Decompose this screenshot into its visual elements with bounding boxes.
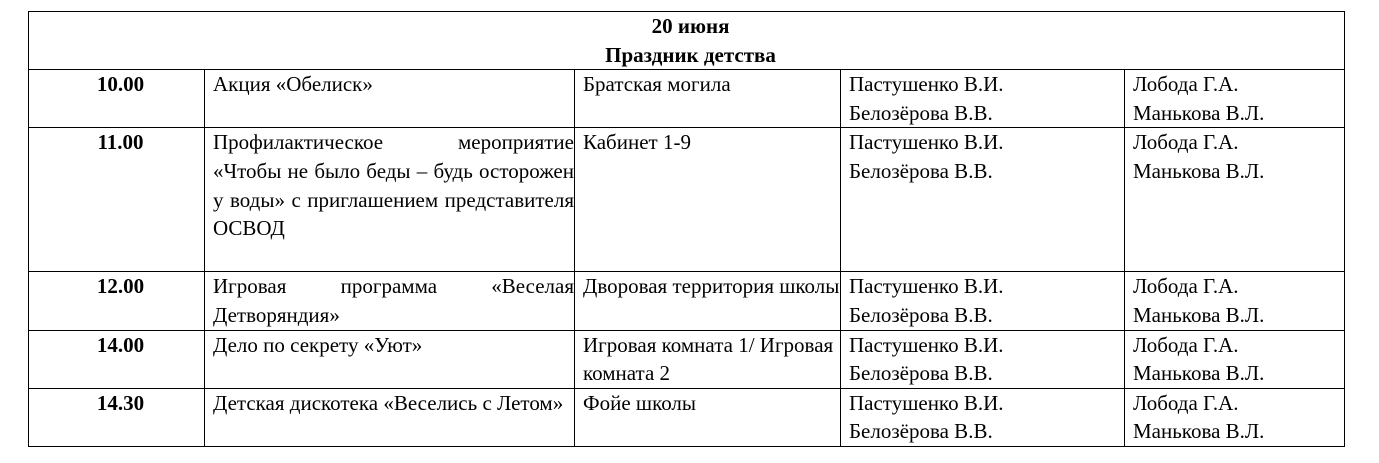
- table-row: [29, 330, 1345, 388]
- supervisor-name: Манькова В.Л.: [1133, 361, 1265, 386]
- supervisor-name: Лобода Г.А.: [1133, 390, 1239, 415]
- supervisor-name: Лобода Г.А.: [1133, 130, 1239, 155]
- supervisor-cell: [1125, 128, 1345, 272]
- responsible-name: Пастушенко В.И.: [849, 72, 1004, 97]
- place-cell: Братская могила: [575, 70, 841, 128]
- responsible-name: Белозёрова В.В.: [849, 302, 993, 327]
- table-row: [29, 272, 1345, 330]
- header-cell: [29, 12, 1345, 70]
- header-title: Праздник детства: [605, 42, 776, 67]
- table-row: [29, 128, 1345, 272]
- event-cell: Дело по секрету «Уют»: [205, 330, 575, 388]
- supervisor-name: Манькова В.Л.: [1133, 419, 1265, 444]
- place-cell: Дворовая территория школы: [575, 272, 841, 330]
- time-cell: 10.00: [29, 70, 205, 128]
- responsible-name: Белозёрова В.В.: [849, 419, 993, 444]
- table-row: [29, 388, 1345, 446]
- responsible-cell: [841, 128, 1125, 272]
- supervisor-name: Лобода Г.А.: [1133, 72, 1239, 97]
- supervisor-name: Лобода Г.А.: [1133, 332, 1239, 357]
- responsible-cell: [841, 272, 1125, 330]
- supervisor-name: Лобода Г.А.: [1133, 274, 1239, 299]
- time-cell: 14.30: [29, 388, 205, 446]
- event-cell: Акция «Обелиск»: [205, 70, 575, 128]
- supervisor-cell: [1125, 388, 1345, 446]
- place-cell: Игровая комната 1/ Игровая комната 2: [575, 330, 841, 388]
- responsible-cell: [841, 330, 1125, 388]
- supervisor-cell: [1125, 272, 1345, 330]
- responsible-name: Белозёрова В.В.: [849, 100, 993, 125]
- schedule-table: [28, 11, 1345, 447]
- responsible-name: Пастушенко В.И.: [849, 274, 1004, 299]
- time-cell: 11.00: [29, 128, 205, 272]
- header-row: [29, 12, 1345, 70]
- event-cell: Профилактическое мероприятие «Чтобы не было беды – будь осторожен у воды» с приглашением представителя ОСВОД: [205, 128, 575, 272]
- time-cell: 14.00: [29, 330, 205, 388]
- place-cell: Фойе школы: [575, 388, 841, 446]
- responsible-cell: [841, 388, 1125, 446]
- event-cell: Детская дискотека «Веселись с Летом»: [205, 388, 575, 446]
- event-cell: Игровая программа «Веселая Детворяндия»: [205, 272, 575, 330]
- responsible-name: Белозёрова В.В.: [849, 361, 993, 386]
- supervisor-name: Манькова В.Л.: [1133, 100, 1265, 125]
- place-cell: Кабинет 1-9: [575, 128, 841, 272]
- header-date: 20 июня: [651, 14, 730, 38]
- responsible-name: Белозёрова В.В.: [849, 158, 993, 183]
- responsible-name: Пастушенко В.И.: [849, 332, 1004, 357]
- table-row: [29, 70, 1345, 128]
- supervisor-cell: [1125, 330, 1345, 388]
- supervisor-name: Манькова В.Л.: [1133, 158, 1265, 183]
- supervisor-name: Манькова В.Л.: [1133, 302, 1265, 327]
- responsible-name: Пастушенко В.И.: [849, 130, 1004, 155]
- time-cell: 12.00: [29, 272, 205, 330]
- supervisor-cell: [1125, 70, 1345, 128]
- responsible-name: Пастушенко В.И.: [849, 390, 1004, 415]
- responsible-cell: [841, 70, 1125, 128]
